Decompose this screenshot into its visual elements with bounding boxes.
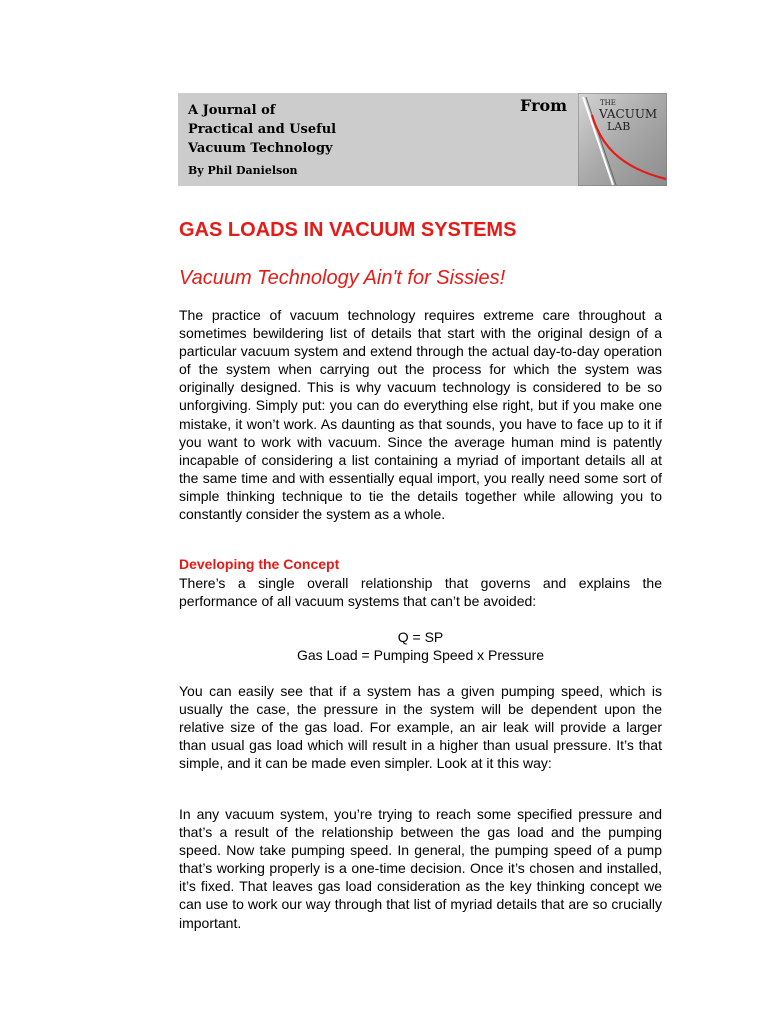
- equation-description: Gas Load = Pumping Speed x Pressure: [296, 647, 545, 663]
- paragraph-four: In any vacuum system, you’re trying to reach some specified pressure and that’s a result of the relationship between the gas load and the pumping speed. Now take pumping speed. In general, the pumping speed of a pump that’s working properly is a one-time decision. Once it’s chosen and installed, it’s fixed. That leaves gas load consideration as the key thinking concept we can use to work our way through that list of myriad details that are so crucially important.: [179, 806, 662, 931]
- header-banner: [178, 93, 667, 186]
- author-byline: By Phil Danielson: [188, 164, 298, 177]
- from-label: From: [520, 96, 568, 115]
- journal-line-1: A Journal of: [188, 103, 276, 118]
- section-paragraph: There’s a single overall relationship that governs and explains the performance of all vacuum systems that can’t be avoided:: [179, 575, 662, 610]
- logo-text-vacuum: VACUUM: [599, 107, 658, 121]
- journal-line-3: Vacuum Technology: [188, 141, 333, 156]
- vacuum-lab-logo: [578, 93, 667, 186]
- page-subtitle: Vacuum Technology Ain't for Sissies!: [179, 267, 506, 289]
- vacuum-lab-logo-graphic: [578, 93, 667, 186]
- page-title: GAS LOADS IN VACUUM SYSTEMS: [179, 219, 517, 241]
- paragraph-three: You can easily see that if a system has a given pumping speed, which is usually the case, the pressure in the system will be dependent upon the relative size of the gas load. For example, an air leak will provide a larger than usual gas load which will result in a higher than usual pressure. It’s that simple, and it can be made even simpler. Look at it this way:: [179, 683, 662, 772]
- logo-text-lab: LAB: [607, 120, 631, 133]
- logo-text-the: THE: [600, 99, 616, 107]
- journal-line-2: Practical and Useful: [188, 122, 337, 137]
- equation: Q = SP: [397, 629, 444, 645]
- section-heading: Developing the Concept: [179, 556, 340, 572]
- intro-paragraph: The practice of vacuum technology requires extreme care throughout a sometimes bewildering list of details that start with the original design of a particular vacuum system and extend through the actual day-to-day operation of the system when carrying out the process for which the system was originally designed. This is why vacuum technology is considered to be so unforgiving. Simply put: you can do everything else right, but if you make one mistake, it won’t work. As daunting as that sounds, you have to face up to it if you want to work with vacuum. Since the average human mind is patently incapable of considering a list containing a myriad of important details all at the same time and with essentially equal import, you really need some sort of simple thinking technique to tie the details together while allowing you to constantly consider the system as a whole.: [179, 307, 662, 523]
